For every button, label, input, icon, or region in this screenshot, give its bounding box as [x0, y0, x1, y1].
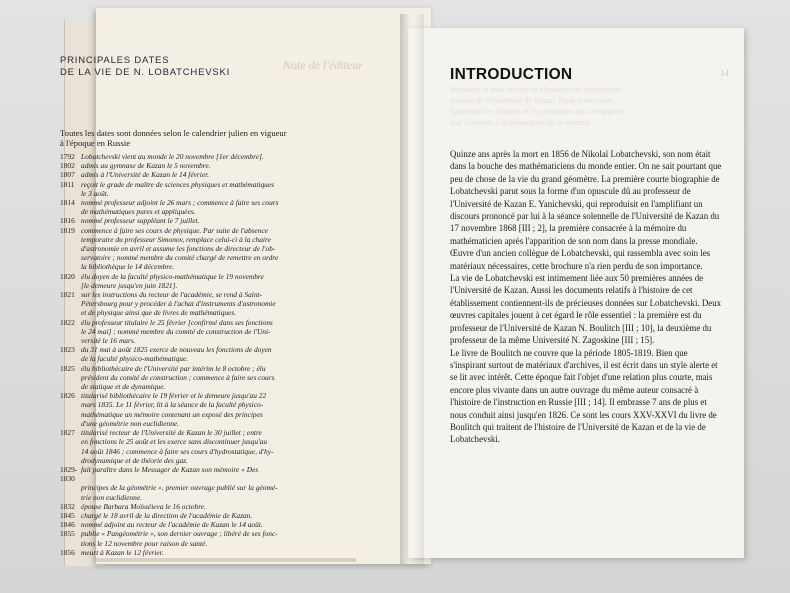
- chronology-entry: [60, 419, 352, 428]
- chronology-text: drodynamique et de théorie des gaz.: [81, 455, 188, 465]
- chronology-text: [le demeure jusqu'en juin 1821].: [81, 280, 178, 290]
- chronology-text: sur les instructions du recteur de l'académie, se rend à Saint-: [81, 290, 263, 300]
- bleed-through-line: également les éditions et les personnes qui ont apporté: [450, 107, 625, 116]
- chronology-entry: [60, 308, 352, 317]
- chronology-entry: [60, 152, 352, 161]
- chronology-text: admis à l'Université de Kazan le 14 février.: [81, 170, 210, 180]
- chronology-text: de statique et de dynamique.: [81, 382, 166, 392]
- chronology-year: [60, 235, 81, 244]
- chronology-year: [60, 410, 81, 419]
- chronology-entry: [60, 502, 352, 511]
- chronology-year: [60, 419, 81, 428]
- bleed-through-text: Note de l'éditeur: [283, 58, 363, 72]
- chronology-text: titularisé recteur de l'Université de Kazan le 30 juillet ; entre: [81, 428, 262, 438]
- chronology-text: de mathématiques pures et appliquées.: [81, 207, 196, 217]
- chronology-year: [60, 539, 81, 548]
- chronology-entry: [60, 198, 352, 207]
- chronology-entry: [60, 391, 352, 400]
- chronology-year: 1827: [60, 428, 75, 438]
- bleed-through-lines: [450, 84, 720, 142]
- chronology-text: Lobatchevski vient au monde le 20 novembre [1er décembre].: [81, 152, 264, 161]
- calendar-note-line1: Toutes les dates sont données selon le calendrier julien en vigueur: [60, 128, 287, 138]
- chronology-entry: [60, 382, 352, 391]
- chronology-text: président du comité de construction ; commence à faire ses cours: [81, 372, 275, 382]
- chronology-year: 1846: [60, 520, 75, 530]
- chronology-heading: [60, 55, 230, 79]
- chronology-entry: [60, 216, 352, 225]
- bleed-through-line: leur concours à la préparation de ce volume.: [450, 118, 592, 127]
- chronology-entry: [60, 244, 352, 253]
- page-number: 14: [720, 68, 729, 78]
- chronology-year: 1820: [60, 271, 75, 281]
- chronology-entry: [60, 207, 352, 216]
- chronology-year: 1825: [60, 363, 75, 373]
- chronology-entry: [60, 226, 352, 235]
- chronology-heading-line1: PRINCIPALES DATES: [60, 55, 170, 66]
- chronology-year: [60, 447, 81, 456]
- chronology-year: 1821: [60, 290, 75, 300]
- calendar-note-line2: à l'époque en Russie: [60, 138, 131, 148]
- chronology-entry: [60, 327, 352, 336]
- chronology-entry: [60, 529, 352, 538]
- chronology-text: nommé professeur suppléant le 7 juillet.: [81, 216, 200, 226]
- chronology-year: [60, 299, 81, 308]
- chronology-entry: [60, 318, 352, 327]
- chronology-text: et de physique ainsi que de livres de mathématiques.: [81, 308, 237, 318]
- chronology-entry: [60, 493, 352, 502]
- chronology-entry: [60, 447, 352, 456]
- chronology-year: [60, 262, 81, 271]
- chronology-entry: [60, 437, 352, 446]
- chronology-entry: [60, 483, 352, 492]
- chronology-year: 1814: [60, 198, 75, 208]
- chronology-entry: [60, 336, 352, 345]
- chronology-entry: [60, 180, 352, 189]
- page-title: INTRODUCTION: [450, 66, 573, 83]
- chronology-text: élu bibliothécaire de l'Université par intérim le 8 octobre ; élu: [81, 363, 266, 373]
- chronology-entry: [60, 235, 352, 244]
- chronology-text: élu professeur titulaire le 25 février [confirmé dans ses fonctions: [81, 317, 273, 327]
- chronology-text: la bibliothèque le 14 décembre.: [81, 262, 175, 272]
- chronology-entry: [60, 539, 352, 548]
- chronology-entry: [60, 456, 352, 465]
- chronology-year: [60, 400, 81, 409]
- chronology-text: nommé professeur adjoint le 26 mars ; commence à faire ses cours: [81, 198, 279, 208]
- chronology-entry: [60, 253, 352, 262]
- chronology-year: [60, 207, 81, 216]
- chronology-year: 1826: [60, 391, 75, 401]
- chronology-text: admis au gymnase de Kazan le 5 novembre.: [81, 161, 211, 171]
- chronology-text: titularisé bibliothécaire le 19 février et le demeure jusqu'au 22: [81, 391, 267, 401]
- introduction-body: [450, 148, 722, 446]
- chronology-year: 1819: [60, 225, 75, 235]
- chronology-text: mathématique un mémoire contenant un exposé des principes: [81, 409, 263, 419]
- chronology-text: meurt à Kazan le 12 février.: [81, 547, 164, 557]
- chronology-entry: [60, 428, 352, 437]
- chronology-year: [60, 308, 81, 317]
- chronology-year: 1811: [60, 179, 75, 189]
- chronology-heading-line2: DE LA VIE DE N. LOBATCHEVSKI: [60, 67, 231, 78]
- paragraph-3: Le livre de Boulitch ne couvre que la période 1805-1819. Bien que s'inspirant surtout de matériaux d'archives, il est écrit dans un style alerte et se lit avec intérêt. Cette époque fait l'objet d'une relation plus courte, mais encore plus vivante dans un autre ouvrage du même auteur consacré à l'histoire de l'instruction en Russie [III ; 14]. Il embrasse 7 ans de plus et nous conduit ainsi jusqu'en 1826. Ce sont les cours XXV-XXVI du livre de Boulitch qui traitent de l'histoire de l'Université de Kazan et de la vie de Lobatchevski.: [450, 347, 718, 445]
- chronology-year: 1856: [60, 547, 75, 557]
- chronology-year: [60, 382, 81, 391]
- chronology-year: 1829-1830: [60, 464, 78, 484]
- chronology-entry: [60, 511, 352, 520]
- chronology-year: 1807: [60, 170, 75, 180]
- paragraph-2: La vie de Lobatchevski est intimement liée aux 50 premières années de l'Université de Kazan. Aussi les documents relatifs à l'histoire de cet établissement contiennent-ils de précieuses données sur Lobatchevski. Deux œuvres capitales jouent à cet égard le rôle essentiel : la première est du professeur de l'Université de Kazan N. Boulitch [III ; 10], la deuxième du professeur de la même Université N. Zagoskine [III ; 15].: [450, 273, 722, 346]
- chronology-text: mars 1835. Le 11 février, lit à la séance de la faculté physico-: [81, 400, 264, 410]
- chronology-text: tions le 12 novembre pour raison de santé.: [81, 538, 208, 548]
- chronology-entry: [60, 520, 352, 529]
- chronology-entry: [60, 281, 352, 290]
- chronology-year: 1845: [60, 510, 75, 520]
- chronology-text: Pétersbourg pour y procéder à l'achat d'instruments d'astronomie: [81, 299, 276, 309]
- chronology-year: 1822: [60, 317, 75, 327]
- chronology-year: [60, 354, 81, 363]
- chronology-year: 1832: [60, 501, 75, 511]
- chronology-year: [60, 281, 81, 290]
- chronology-text: d'astronomie en avril et assume les fonctions de directeur de l'ob-: [81, 244, 276, 254]
- chronology-year: 1855: [60, 529, 75, 539]
- chronology-entry: [60, 290, 352, 299]
- chronology-text: principes de la géométrie », premier ouvrage publié sur la géomé-: [81, 483, 278, 493]
- paragraph-1: Quinze ans après la mort en 1856 de Nikolaï Lobatchevski, son nom était dans la bouche des mathématiciens du monde entier. On ne sait pourtant que peu de chose de la vie du grand géomètre. La première courte biographie de Lobatchevski parut sous la forme d'un opuscule dû au professeur de l'Université de Kazan E. Yanichevski, qui reproduisit en l'amplifiant un discours prononcé par lui à la séance solennelle de l'Université de Kazan du 17 novembre 1868 [III ; 2], la première consacrée à la mémoire du mathématicien après l'apparition de son nom dans la presse mondiale. Œuvre d'un ancien collègue de Lobatchevski, qui rassembla avec soin les matériaux nécessaires, cette brochure n'a rien perdu de son importance.: [450, 149, 722, 271]
- calendar-note: [60, 128, 348, 148]
- chronology-year: [60, 493, 81, 502]
- chronology-year: 1802: [60, 161, 75, 171]
- chronology-text: fait paraître dans le Messager de Kazan son mémoire « Des: [81, 464, 259, 474]
- chronology-entry: [60, 170, 352, 179]
- chronology-text: 14 août 1846 ; commence à faire ses cours d'hydrostatique, d'hy-: [81, 446, 274, 456]
- chronology-text: de la faculté physico-mathématique.: [81, 354, 189, 364]
- chronology-text: publie « Pangéométrie », son dernier ouvrage ; libéré de ses fonc-: [81, 529, 278, 539]
- chronology-entry: [60, 364, 352, 373]
- chronology-text: le 3 août.: [81, 188, 109, 198]
- chronology-text: temporaire du professeur Simonov, remplace celui-ci à la chaire: [81, 234, 271, 244]
- chronology-year: [60, 244, 81, 253]
- chronology-year: [60, 327, 81, 336]
- chronology-text: d'une géométrie non euclidienne.: [81, 418, 180, 428]
- chronology-text: épouse Barbara Moïsséieva le 16 octobre.: [81, 501, 206, 511]
- bleed-through-line: Monsieur le sous-recteur et Messieurs les professeurs: [450, 85, 622, 94]
- chronology-entry: [60, 189, 352, 198]
- chronology-year: [60, 373, 81, 382]
- chronology-year: 1816: [60, 216, 75, 226]
- chronology-text: trie non euclidienne.: [81, 492, 142, 502]
- chronology-entry: [60, 400, 352, 409]
- chronology-year: [60, 189, 81, 198]
- chronology-text: du 31 mai à août 1825 exerce de nouveau les fonctions de doyen: [81, 345, 272, 355]
- book-gutter: [400, 14, 424, 564]
- chronology-text: reçoit le grade de maître de sciences physiques et mathématiques: [81, 179, 274, 189]
- chronology-entry: [60, 299, 352, 308]
- chronology-year: [60, 456, 81, 465]
- chronology-text: versité le 16 mars.: [81, 336, 136, 346]
- chronology-year: [60, 437, 81, 446]
- chronology-text: servatoire ; nommé membre du comité chargé de remettre en ordre: [81, 253, 279, 263]
- chronology-entry: [60, 410, 352, 419]
- chronology-entry: [60, 262, 352, 271]
- chronology-text: le 24 mai] ; nommé membre du comité de construction de l'Uni-: [81, 326, 271, 336]
- chronology-entry: [60, 272, 352, 281]
- chronology-year: [60, 253, 81, 262]
- chronology-list: [60, 152, 352, 557]
- chronology-entry: [60, 345, 352, 354]
- chronology-year: [60, 336, 81, 345]
- chronology-text: élu doyen de la faculté physico-mathématique le 19 novembre: [81, 271, 264, 281]
- chronology-entry: [60, 161, 352, 170]
- chronology-entry: [60, 373, 352, 382]
- chronology-year: 1823: [60, 345, 75, 355]
- chronology-text: chargé le 18 avril de la direction de l'académie de Kazan.: [81, 510, 253, 520]
- chronology-year: [60, 483, 81, 492]
- chronology-entry: [60, 354, 352, 363]
- chronology-text: nommé adjoint au recteur de l'académie de Kazan le 14 août.: [81, 520, 263, 530]
- chronology-entry: [60, 465, 352, 483]
- chronology-year: 1792: [60, 152, 75, 161]
- chronology-text: commence à faire ses cours de physique. Par suite de l'absence: [81, 225, 269, 235]
- chronology-entry: [60, 548, 352, 557]
- bleed-through-line: travaux de l'Université de Kazan. Nous remercions: [450, 96, 613, 105]
- chronology-text: en fonctions le 25 août et les exerce sans discontinuer jusqu'au: [81, 437, 268, 447]
- page-bottom-edge: [96, 558, 356, 562]
